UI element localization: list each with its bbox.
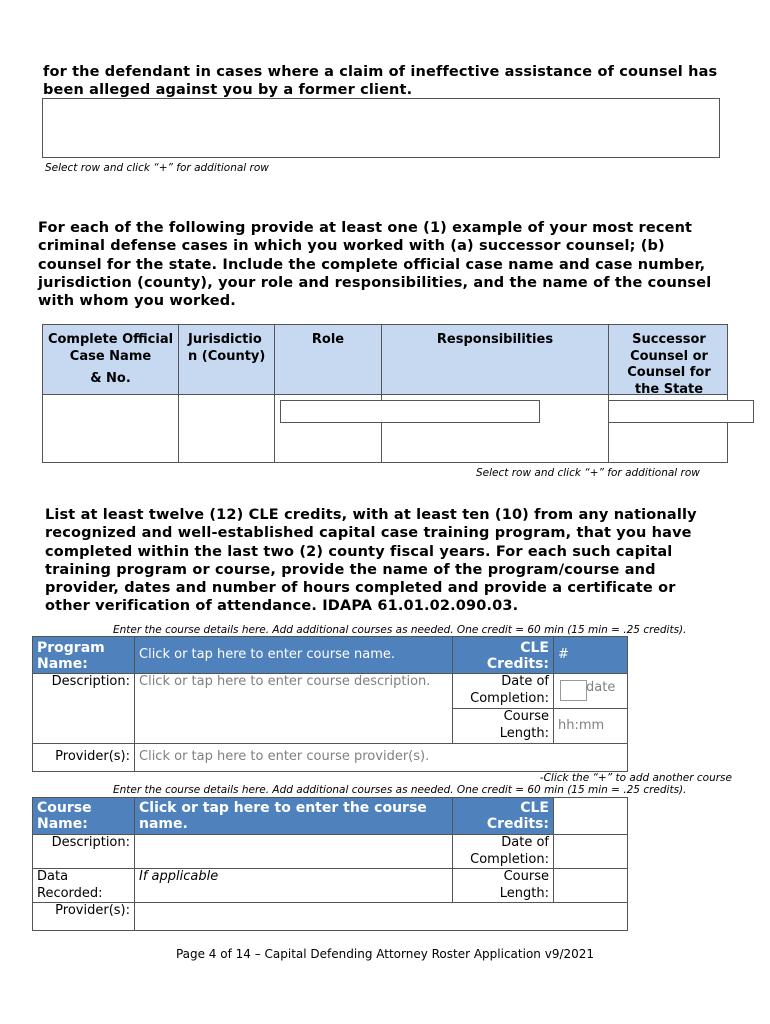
ineffective-assistance-input[interactable] [42,98,720,158]
case-name-cell[interactable] [43,395,178,462]
course-length-label: Course Length: [453,709,554,744]
add-course-note: -Click the “+” to add another course [539,772,732,784]
description-label: Description: [33,674,135,744]
cle-credits-input[interactable] [554,637,628,674]
provider-placeholder: Click or tap here to enter course provider(s). [139,749,430,765]
cases-table [42,324,728,463]
data-recorded-input[interactable] [135,869,453,903]
course-name-input[interactable] [135,798,453,835]
successor-counsel-input[interactable] [608,400,754,423]
course2-description-label: Description: [33,835,135,869]
intro-text: for the defendant in cases where a claim of ineffective assistance of counsel has been alleged against you by a former client. [43,64,718,99]
header-successor-counsel: Successor Counsel or Counsel for the State [627,332,711,394]
date-of-completion-label: Date of Completion: [453,674,554,709]
row-note-2: Select row and click “+” for additional row [476,467,700,479]
data-recorded-value: If applicable [139,869,219,884]
course2-table [32,797,628,931]
course-length-input[interactable] [554,709,628,744]
cle-credits-value: # [558,647,569,662]
date-placeholder: date [586,680,616,695]
description-input[interactable] [135,674,453,744]
role-responsibilities-input[interactable] [280,400,540,423]
course2-cle-credits-label: CLE Credits: [453,798,554,835]
program-name-label: Program Name: [33,637,135,674]
course2-cle-credits-input[interactable] [554,798,628,835]
jurisdiction-cell[interactable] [179,395,274,462]
course2-description-input[interactable] [135,835,453,869]
course-name-label: Course Name: [33,798,135,835]
header-role: Role [311,332,345,347]
header-jurisdiction: Jurisdiction (County) [188,332,266,364]
course2-date-label: Date of Completion: [453,835,554,869]
description-placeholder: Click or tap here to enter course description. [139,674,431,689]
data-recorded-label: Data Recorded: [33,869,135,903]
course-length-placeholder: hh:mm [558,717,605,733]
date-input[interactable] [554,674,628,709]
date-picker-box[interactable] [560,680,587,701]
header-case-name: Complete Official Case Name & No. [47,332,174,386]
header-responsibilities: Responsibilities [436,332,554,347]
provider-input[interactable] [135,744,628,772]
page-footer: Page 4 of 14 – Capital Defending Attorney Roster Application v9/2021 [175,947,595,961]
course-name-placeholder: Click or tap here to enter the course name. [139,800,427,832]
course2-provider-label: Provider(s): [33,903,135,931]
row-note-1: Select row and click “+” for additional row [45,162,269,174]
course1-table [32,636,628,772]
course2-date-input[interactable] [554,835,628,869]
course1-note: Enter the course details here. Add additional courses as needed. One credit = 60 min (15 min = .25 credits). [113,624,687,636]
section3-text: List at least twelve (12) CLE credits, with at least ten (10) from any nationally recognized and well-established capital case training program, that you have completed within the last two (2) county fiscal years. For each such capital training program or course, provide the name of the program/course and provider, dates and number of hours completed and provide a certificate or other verification of attendance. IDAPA 61.01.02.090.03. [45,507,697,615]
section2-text: For each of the following provide at least one (1) example of your most recent criminal defense cases in which you worked with (a) successor counsel; (b) counsel for the state. Include the complete official case name and case number, jurisdiction (county), your role and responsibilities, and the name of the counsel with whom you worked. [38,220,712,310]
course2-provider-input[interactable] [135,903,628,931]
cle-credits-label: CLE Credits: [453,637,554,674]
program-name-input[interactable] [135,637,453,674]
provider-label: Provider(s): [33,744,135,772]
course2-length-label: Course Length: [453,869,554,903]
course2-length-input[interactable] [554,869,628,903]
course2-note: Enter the course details here. Add additional courses as needed. One credit = 60 min (15 min = .25 credits). [113,784,687,796]
program-name-placeholder: Click or tap here to enter course name. [139,647,395,662]
